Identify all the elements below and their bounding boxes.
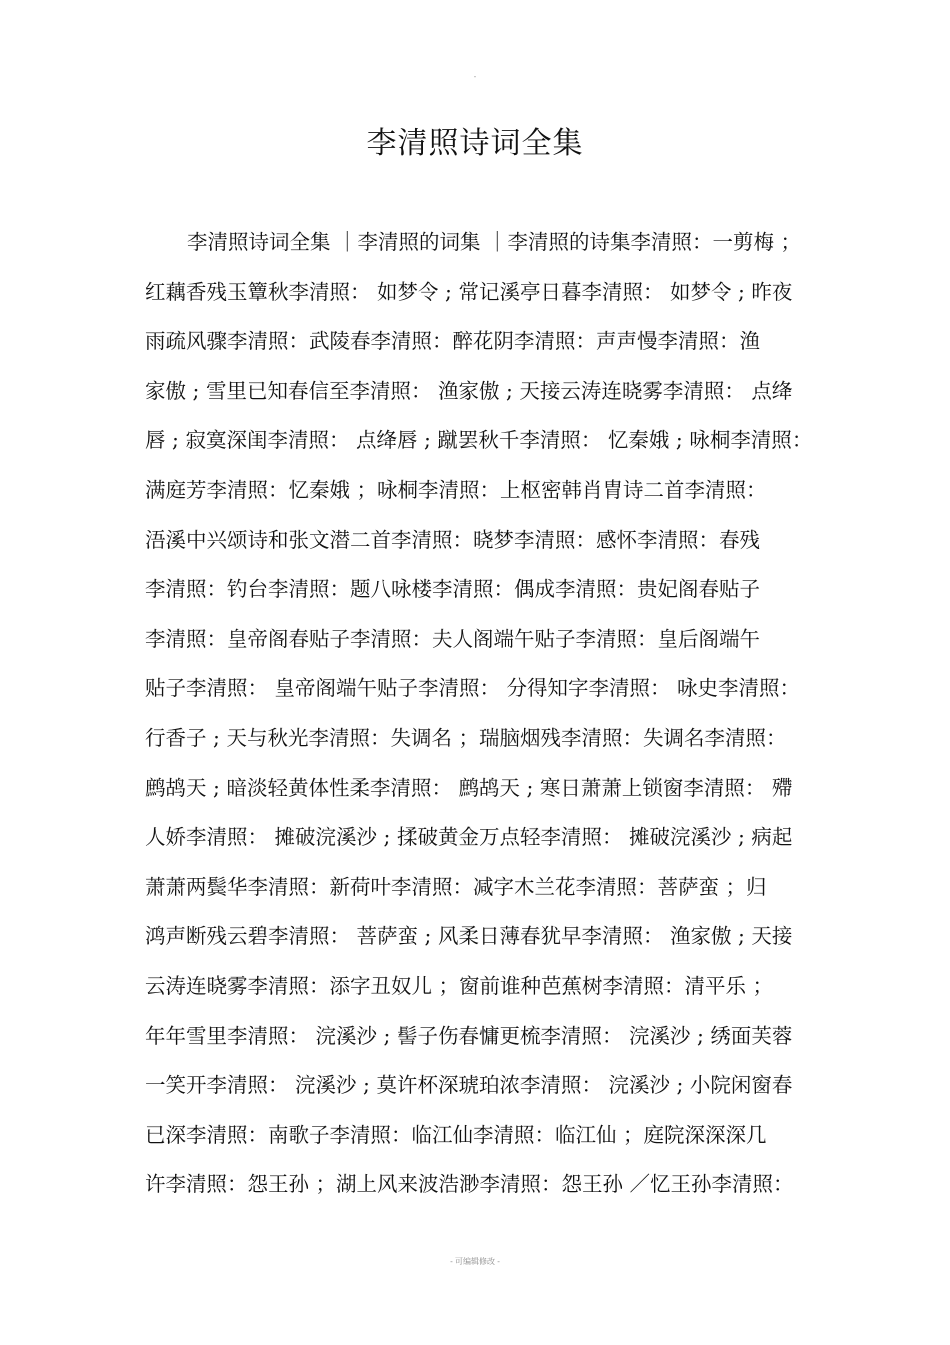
page-footer: - 可编辑修改 - — [450, 1257, 500, 1266]
body-line: 年年雪里李清照： 浣溪沙 ; 髻子伤春慵更梳李清照： 浣溪沙 ; 绣面芙蓉 — [145, 1023, 793, 1048]
body-line: 萧萧两鬓华李清照：新荷叶李清照：减字木兰花李清照：菩萨蛮 ；归 — [145, 874, 767, 899]
body-line: 红藕香残玉簟秋李清照： 如梦令 ; 常记溪亭日暮李清照： 如梦令 ; 昨夜 — [145, 279, 793, 304]
body-line: 李清照诗词全集 ｜李清照的词集 ｜李清照的诗集李清照：一剪梅 ； — [187, 230, 802, 254]
body-line: 雨疏风骤李清照：武陵春李清照：醉花阴李清照：声声慢李清照：渔 — [145, 329, 760, 354]
body-line: 人娇李清照： 摊破浣溪沙 ; 揉破黄金万点轻李清照： 摊破浣溪沙 ; 病起 — [145, 825, 793, 850]
body-line: 浯溪中兴颂诗和张文潜二首李清照：晓梦李清照：感怀李清照：春残 — [145, 527, 760, 552]
document-body — [145, 224, 815, 1216]
body-line: 鸿声断残云碧李清照： 菩萨蛮 ; 风柔日薄春犹早李清照： 渔家傲 ; 天接 — [145, 924, 793, 949]
body-line: 李清照：皇帝阁春贴子李清照：夫人阁端午贴子李清照：皇后阁端午 — [145, 626, 760, 651]
body-line: 云涛连晓雾李清照：添字丑奴儿 ；窗前谁种芭蕉树李清照：清平乐 ； — [145, 973, 774, 998]
body-line: 一笑开李清照： 浣溪沙 ; 莫许杯深琥珀浓李清照： 浣溪沙 ; 小院闲窗春 — [145, 1073, 793, 1098]
body-line: 李清照：钓台李清照：题八咏楼李清照：偶成李清照：贵妃阁春贴子 — [145, 577, 760, 602]
body-line: 贴子李清照： 皇帝阁端午贴子李清照： 分得知字李清照： 咏史李清照： — [145, 676, 801, 701]
page-header-mark: - — [473, 72, 477, 81]
body-line: 唇 ; 寂寞深闺李清照： 点绛唇 ; 蹴罢秋千李清照： 忆秦娥 ; 咏桐李清照： — [145, 428, 813, 453]
body-line: 已深李清照：南歌子李清照：临江仙李清照：临江仙 ；庭院深深深几 — [145, 1122, 767, 1147]
body-line: 行香子 ; 天与秋光李清照：失调名 ；瑞脑烟残李清照：失调名李清照： — [145, 725, 787, 750]
body-line: 家傲 ; 雪里已知春信至李清照： 渔家傲 ; 天接云涛连晓雾李清照： 点绛 — [145, 378, 793, 403]
body-line: 鹧鸪天 ; 暗淡轻黄体性柔李清照： 鹧鸪天 ; 寒日萧萧上锁窗李清照： 殢 — [145, 775, 793, 800]
body-line: 满庭芳李清照：忆秦娥 ；咏桐李清照：上枢密韩肖胄诗二首李清照： — [145, 477, 767, 502]
body-line: 许李清照：怨王孙 ；湖上风来波浩渺李清照：怨王孙 ／忆王孙李清照： — [145, 1172, 794, 1197]
document-title: 李清照诗词全集 — [366, 126, 584, 161]
